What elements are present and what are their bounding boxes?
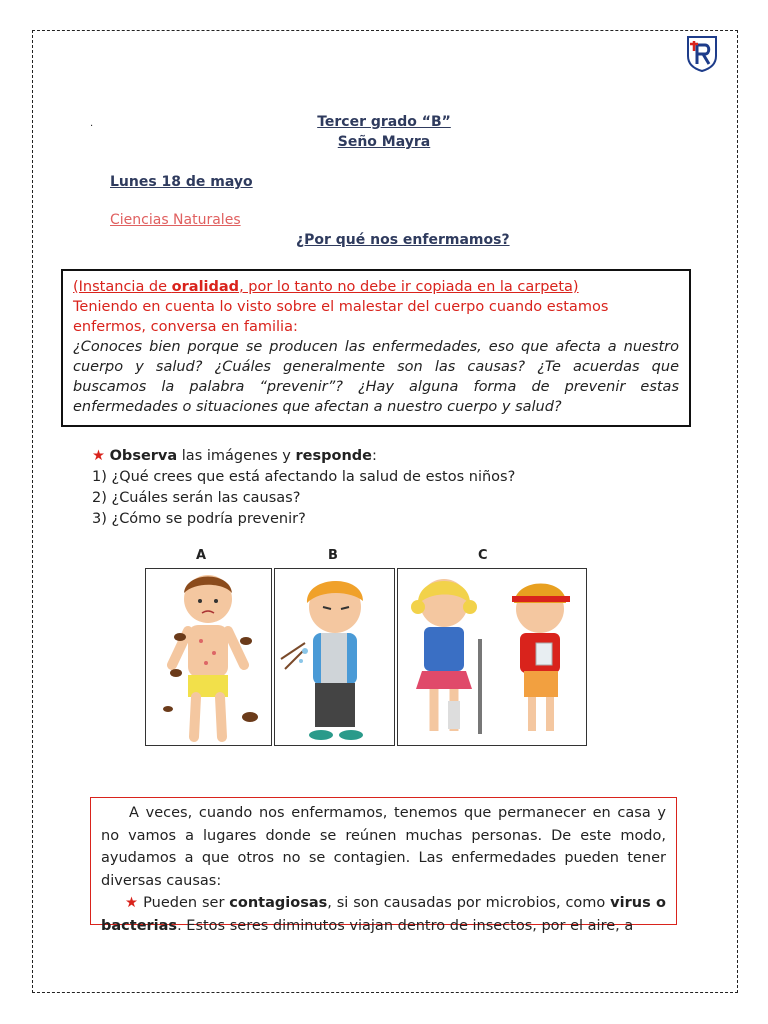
question-title: ¿Por qué nos enfermamos? xyxy=(296,232,510,248)
illustration-boy-cough xyxy=(274,568,395,746)
school-crest-icon xyxy=(684,34,720,72)
orality-intro: Teniendo en cuenta lo visto sobre el malestar del cuerpo cuando estamos enfermos, conversa en familia: xyxy=(73,299,609,335)
question-item: 1) ¿Qué crees que está afectando la salud de estos niños? xyxy=(92,469,516,485)
image-label-a: A xyxy=(196,548,207,563)
stray-dot: . xyxy=(90,118,94,129)
info-paragraph: A veces, cuando nos enfermamos, tenemos que permanecer en casa y no vamos a lugares donde se reúnen muchas personas. De este modo, ayudamos a que otros no se contagien. Las enfermedades pueden tener diversas causas: xyxy=(101,805,666,889)
question-item: 3) ¿Cómo se podría prevenir? xyxy=(92,511,306,527)
grade-heading: Tercer grado “B” xyxy=(317,114,451,130)
observe-instruction: ★ Observa las imágenes y responde: xyxy=(92,448,377,464)
observe-section xyxy=(92,446,515,530)
star-icon: ★ xyxy=(92,448,105,464)
image-label-c: C xyxy=(478,548,488,563)
info-box xyxy=(90,797,677,934)
orality-note: (Instancia de oralidad, por lo tanto no debe ir copiada en la carpeta) xyxy=(73,279,579,295)
teacher-heading: Seño Mayra xyxy=(337,134,431,150)
illustration-boy-bites xyxy=(145,568,272,746)
illustration-injured-kids xyxy=(397,568,587,746)
star-icon: ★ xyxy=(125,895,139,911)
orality-box xyxy=(61,269,691,427)
image-label-b: B xyxy=(328,548,338,563)
orality-questions: ¿Conoces bien porque se producen las enfermedades, eso que afecta a nuestro cuerpo y salud? ¿Cuáles generalmente son las causas? ¿Te acuerdas que buscamos la palabra “prevenir”? ¿Hay alguna forma de prevenir estas enfermedades o situaciones que afectan a nuestro cuerpo y salud? xyxy=(73,339,679,415)
info-bullet: ★ Pueden ser contagiosas, si son causadas por microbios, como virus o bacterias. Estos seres diminutos viajan dentro de insectos, por el aire, a xyxy=(101,895,666,934)
question-item: 2) ¿Cuáles serán las causas? xyxy=(92,490,301,506)
subject-label: Ciencias Naturales xyxy=(110,212,241,228)
date-label: Lunes 18 de mayo xyxy=(110,174,253,190)
